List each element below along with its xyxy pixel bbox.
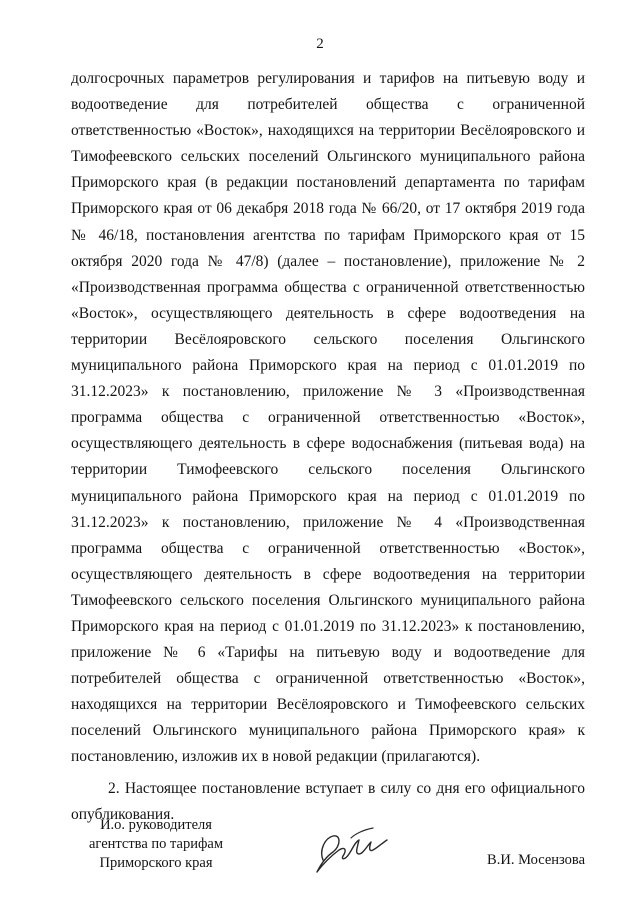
- document-body: [71, 66, 585, 828]
- signer-name: В.И. Мосензова: [487, 852, 585, 868]
- paragraph-2: 2. Настоящее постановление вступает в силу со дня его официального опубликования.: [71, 779, 585, 823]
- paragraph-1: долгосрочных параметров регулирования и тарифов на питьевую воду и водоотведение для потребителей общества с ограниченной ответственностью «Восток», находящихся на территории Весёлояровского и Тимофеевского сельских поселений Ольгинского муниципального района Приморского края (в редакции постановлений департамента по тарифам Приморского края от 06 декабря 2018 года № 66/20, от 17 октября 2019 года № 46/18, постановления агентства по тарифам Приморского края от 15 октября 2020 года № 47/8) (далее – постановление), приложение № 2 «Производственная программа общества с ограниченной ответственностью «Восток», осуществляющего деятельность в сфере водоотведения на территории Весёлояровского сельского поселения Ольгинского муниципального района Приморского края на период с 01.01.2019 по 31.12.2023» к постановлению, приложение № 3 «Производственная программа общества с ограниченной ответственностью «Восток», осуществляющего деятельность в сфере водоснабжения (питьевая вода) на территории Тимофеевского сельского поселения Ольгинского муниципального района Приморского края на период с 01.01.2019 по 31.12.2023» к постановлению, приложение № 4 «Производственная программа общества с ограниченной ответственностью «Восток», осуществляющего деятельность в сфере водоотведения на территории Тимофеевского сельского поселения Ольгинского муниципального района Приморского края на период с 01.01.2019 по 31.12.2023» к постановлению, приложение № 6 «Тарифы на питьевую воду и водоотведение для потребителей общества с ограниченной ответственностью «Восток», находящихся на территории Весёлояровского и Тимофеевского сельских поселений Ольгинского муниципального района Приморского края» к постановлению, изложив их в новой редакции (прилагаются).: [71, 70, 585, 766]
- signer-title-line-1: И.о. руководителя: [100, 817, 212, 833]
- handwritten-signature: [311, 820, 393, 876]
- signer-title-line-2: агентства по тарифам: [89, 836, 223, 852]
- signer-title-line-3: Приморского края: [99, 855, 213, 871]
- signer-title: [71, 816, 241, 873]
- page-number: 2: [316, 36, 324, 52]
- signature-block: [71, 816, 585, 876]
